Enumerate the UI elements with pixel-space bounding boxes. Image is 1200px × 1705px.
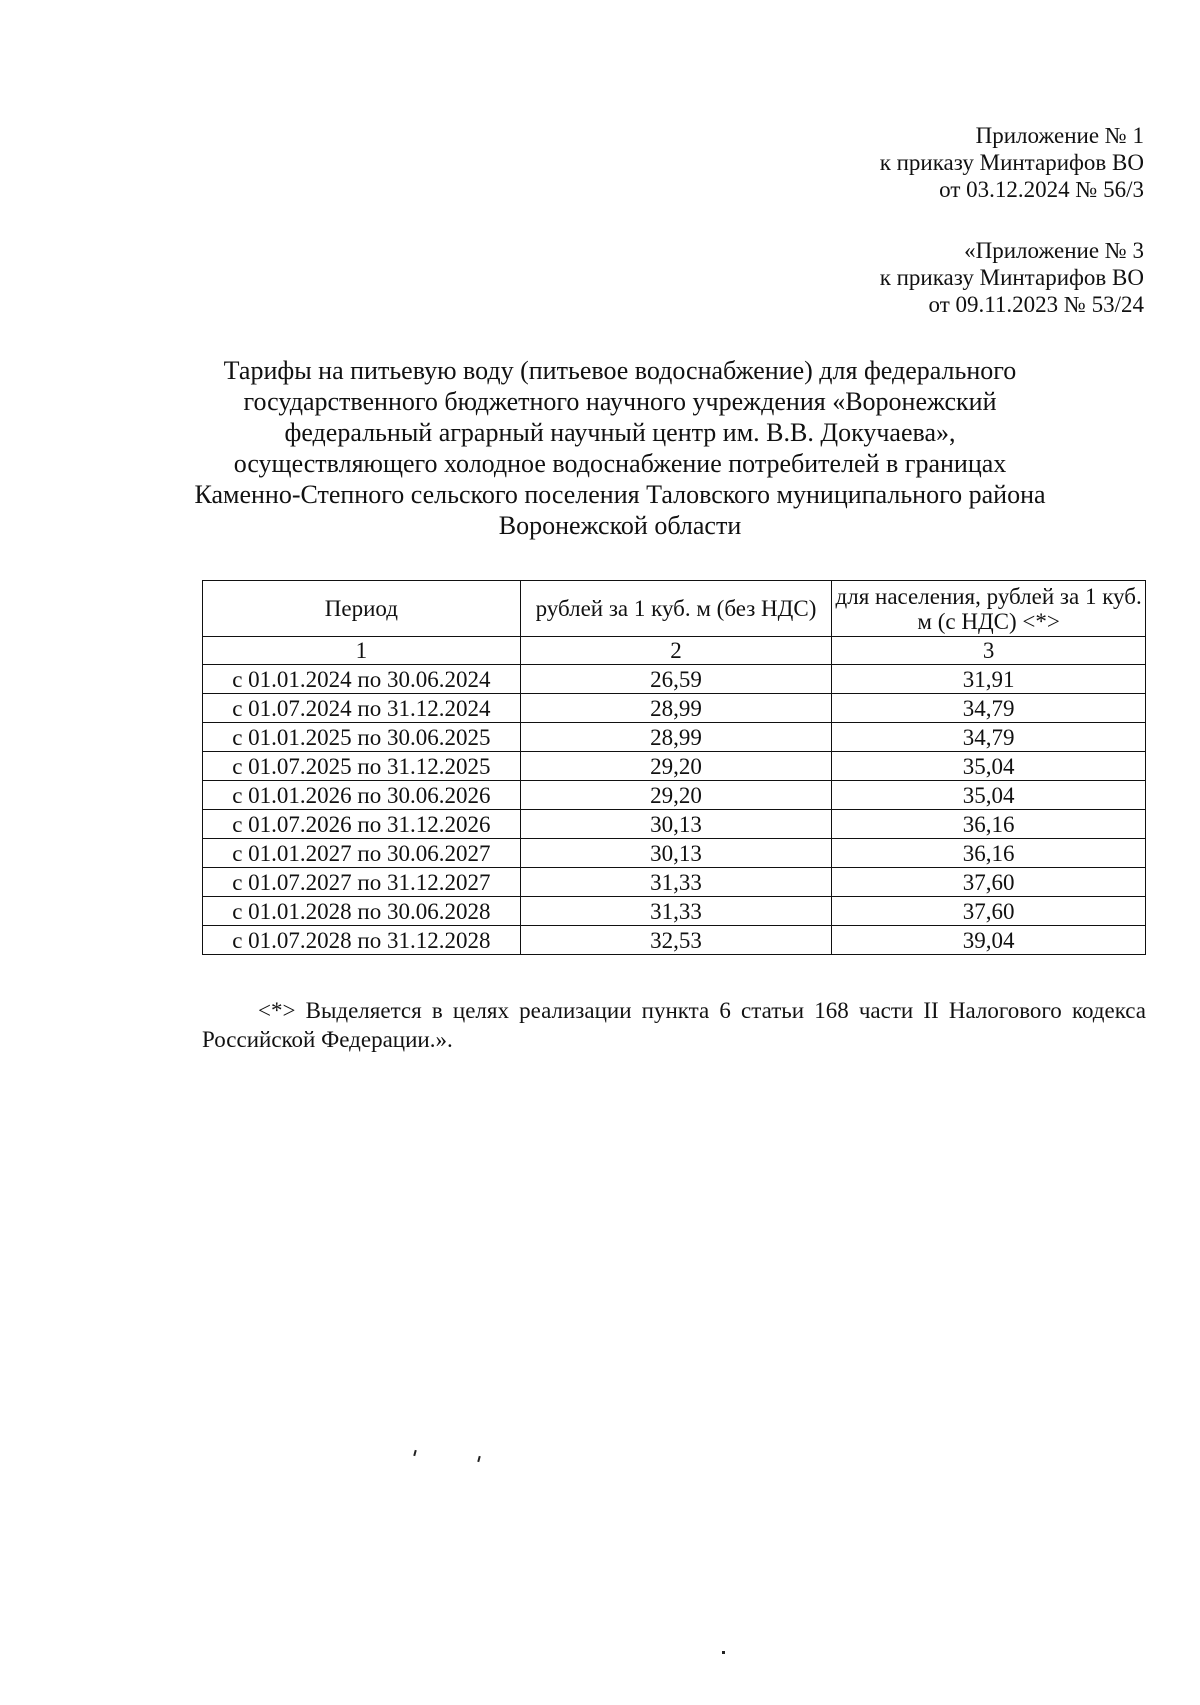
price-no-vat-cell: 30,13 [520, 839, 832, 868]
column-number: 3 [832, 637, 1146, 665]
table-row [203, 694, 1146, 723]
title-line: Каменно-Степного сельского поселения Таловского муниципального района [194, 480, 1046, 509]
price-no-vat-cell: 30,13 [520, 810, 832, 839]
price-with-vat-cell: 37,60 [832, 868, 1146, 897]
annex-previous-line-3: от 09.11.2023 № 53/24 [928, 292, 1144, 317]
header-price-with-vat: для населения, рублей за 1 куб. м (с НДС) <*> [832, 581, 1146, 637]
annex-previous-line-2: к приказу Минтарифов ВО [879, 265, 1144, 290]
header-price-no-vat: рублей за 1 куб. м (без НДС) [520, 581, 832, 637]
column-number: 2 [520, 637, 832, 665]
tariff-table [202, 580, 1146, 955]
price-no-vat-cell: 31,33 [520, 868, 832, 897]
header-period: Период [203, 581, 521, 637]
price-with-vat-cell: 39,04 [832, 926, 1146, 955]
price-with-vat-cell: 35,04 [832, 752, 1146, 781]
column-number: 1 [203, 637, 521, 665]
scan-speck [413, 1450, 416, 1456]
table-row [203, 752, 1146, 781]
table-header-row [203, 581, 1146, 637]
period-cell: с 01.07.2028 по 31.12.2028 [203, 926, 521, 955]
period-cell: с 01.07.2026 по 31.12.2026 [203, 810, 521, 839]
title-line: осуществляющего холодное водоснабжение потребителей в границах [233, 449, 1007, 478]
price-no-vat-cell: 28,99 [520, 694, 832, 723]
column-number-row [203, 637, 1146, 665]
price-no-vat-cell: 31,33 [520, 897, 832, 926]
period-cell: с 01.01.2027 по 30.06.2027 [203, 839, 521, 868]
price-with-vat-cell: 31,91 [832, 665, 1146, 694]
price-with-vat-cell: 37,60 [832, 897, 1146, 926]
period-cell: с 01.01.2026 по 30.06.2026 [203, 781, 521, 810]
table-row [203, 723, 1146, 752]
title-line: федеральный аграрный научный центр им. В.В. Докучаева», [284, 418, 956, 447]
period-cell: с 01.01.2025 по 30.06.2025 [203, 723, 521, 752]
table-row [203, 665, 1146, 694]
scan-speck [477, 1456, 480, 1462]
table-row [203, 868, 1146, 897]
document-title [170, 355, 1070, 541]
scan-speck [722, 1651, 725, 1654]
footnote: <*> Выделяется в целях реализации пункта 6 статьи 168 части II Налогового кодекса Российской Федерации.». [202, 998, 1146, 1052]
table-row [203, 810, 1146, 839]
price-with-vat-cell: 34,79 [832, 723, 1146, 752]
annex-current-line-2: к приказу Минтарифов ВО [879, 150, 1144, 175]
table-row [203, 839, 1146, 868]
annex-current-reference [880, 122, 1144, 203]
table-row [203, 781, 1146, 810]
price-with-vat-cell: 34,79 [832, 694, 1146, 723]
title-line: Воронежской области [498, 511, 742, 540]
table-row [203, 897, 1146, 926]
period-cell: с 01.01.2028 по 30.06.2028 [203, 897, 521, 926]
annex-current-line-3: от 03.12.2024 № 56/3 [939, 177, 1144, 202]
annex-current-line-1: Приложение № 1 [975, 123, 1144, 148]
price-with-vat-cell: 36,16 [832, 810, 1146, 839]
table-row [203, 926, 1146, 955]
title-line: государственного бюджетного научного учреждения «Воронежский [243, 387, 997, 416]
annex-previous-reference [880, 237, 1144, 318]
period-cell: с 01.07.2025 по 31.12.2025 [203, 752, 521, 781]
period-cell: с 01.01.2024 по 30.06.2024 [203, 665, 521, 694]
price-no-vat-cell: 28,99 [520, 723, 832, 752]
period-cell: с 01.07.2027 по 31.12.2027 [203, 868, 521, 897]
price-with-vat-cell: 36,16 [832, 839, 1146, 868]
price-with-vat-cell: 35,04 [832, 781, 1146, 810]
price-no-vat-cell: 29,20 [520, 752, 832, 781]
price-no-vat-cell: 29,20 [520, 781, 832, 810]
annex-previous-line-1: «Приложение № 3 [964, 238, 1144, 263]
price-no-vat-cell: 26,59 [520, 665, 832, 694]
price-no-vat-cell: 32,53 [520, 926, 832, 955]
title-line: Тарифы на питьевую воду (питьевое водоснабжение) для федерального [223, 356, 1017, 385]
period-cell: с 01.07.2024 по 31.12.2024 [203, 694, 521, 723]
